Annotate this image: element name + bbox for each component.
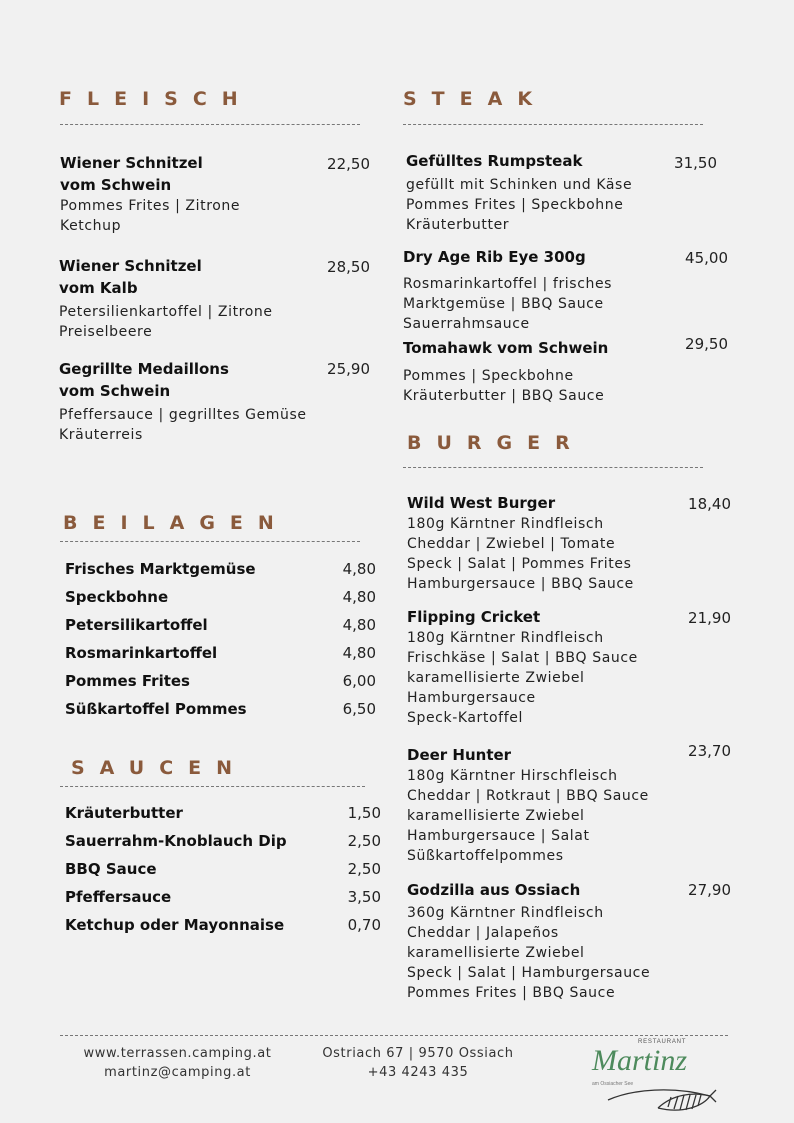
item-name: Gegrillte Medaillons vom Schwein — [59, 360, 229, 400]
item-price: 18,40 — [688, 495, 731, 513]
item-desc: Pfeffersauce | gegrilltes Gemüse Kräuterreis — [59, 407, 307, 443]
item-name: Wiener Schnitzel vom Schwein — [60, 154, 203, 194]
menu-item — [59, 358, 349, 445]
item-price: 21,90 — [688, 609, 731, 627]
menu-item — [407, 606, 677, 728]
section-title-burger: BURGER — [407, 432, 585, 454]
logo-tagline: am Ossiacher See — [592, 1081, 634, 1087]
beilage-price: 6,00 — [342, 672, 376, 690]
sauce-price: 3,50 — [347, 888, 381, 906]
item-name: Dry Age Rib Eye 300g — [403, 248, 586, 266]
item-price: 28,50 — [327, 258, 370, 276]
sauce-price: 2,50 — [347, 860, 381, 878]
section-divider — [403, 124, 703, 125]
logo-top-text: RESTAURANT — [638, 1039, 687, 1045]
restaurant-logo — [588, 1034, 718, 1116]
section-divider — [403, 467, 703, 468]
item-desc: Rosmarinkartoffel | frisches Marktgemüse | BBQ Sauce Sauerrahmsauce — [403, 276, 613, 332]
menu-item — [407, 492, 677, 594]
item-name: Deer Hunter — [407, 746, 512, 764]
beilage-price: 4,80 — [342, 616, 376, 634]
item-desc: 180g Kärntner Rindfleisch Cheddar | Zwiebel | Tomate Speck | Salat | Pommes Frites Hamburgersauce | BBQ Sauce — [407, 516, 634, 592]
footer-website[interactable]: www.terrassen.camping.at — [83, 1046, 272, 1061]
beilage-price: 4,80 — [342, 644, 376, 662]
menu-item — [406, 150, 676, 235]
item-price: 29,50 — [685, 335, 728, 353]
footer-phone: +43 4243 435 — [367, 1065, 469, 1080]
sauce-name: Ketchup oder Mayonnaise — [65, 916, 285, 934]
beilage-name: Rosmarinkartoffel — [65, 644, 218, 662]
item-name: Gefülltes Rumpsteak — [406, 152, 583, 170]
beilage-name: Petersilikartoffel — [65, 616, 208, 634]
sauce-name: Kräuterbutter — [65, 804, 183, 822]
menu-item — [403, 246, 673, 334]
item-price: 23,70 — [688, 742, 731, 760]
beilage-name: Frisches Marktgemüse — [65, 560, 256, 578]
item-name: Flipping Cricket — [407, 608, 541, 626]
item-price: 27,90 — [688, 881, 731, 899]
menu-item — [403, 337, 673, 406]
item-name: Godzilla aus Ossiach — [407, 881, 581, 899]
section-title-fleisch: FLEISCH — [59, 88, 253, 110]
fish-icon — [608, 1090, 716, 1110]
item-name: Wiener Schnitzel vom Kalb — [59, 257, 202, 297]
item-price: 22,50 — [327, 155, 370, 173]
item-desc: Petersilienkartoffel | Zitrone Preiselbeere — [59, 304, 273, 340]
beilage-price: 4,80 — [342, 588, 376, 606]
section-title-steak: STEAK — [403, 88, 548, 110]
section-title-saucen: SAUCEN — [71, 757, 248, 779]
item-price: 25,90 — [327, 360, 370, 378]
menu-item — [407, 744, 677, 866]
logo-name: Martinz — [592, 1044, 688, 1077]
sauce-name: Sauerrahm-Knoblauch Dip — [65, 832, 287, 850]
menu-item — [59, 255, 329, 342]
section-divider — [60, 124, 360, 125]
item-price: 45,00 — [685, 249, 728, 267]
beilage-name: Speckbohne — [65, 588, 169, 606]
sauce-name: Pfeffersauce — [65, 888, 172, 906]
item-desc: 180g Kärntner Hirschfleisch Cheddar | Rotkraut | BBQ Sauce karamellisierte Zwiebel Hamburgersauce | Salat Süßkartoffelpommes — [407, 768, 649, 864]
section-title-beilagen: BEILAGEN — [63, 512, 289, 534]
footer-email[interactable]: martinz@camping.at — [104, 1065, 251, 1080]
menu-item — [60, 152, 320, 236]
beilage-name: Süßkartoffel Pommes — [65, 700, 247, 718]
sauce-name: BBQ Sauce — [65, 860, 157, 878]
item-price: 31,50 — [674, 154, 717, 172]
sauce-price: 2,50 — [347, 832, 381, 850]
sauce-price: 1,50 — [347, 804, 381, 822]
item-desc: 360g Kärntner Rindfleisch Cheddar | Jalapeños karamellisierte Zwiebel Speck | Salat | Hamburgersauce Pommes Frites | BBQ Sauce — [407, 905, 651, 1001]
item-desc: Pommes | Speckbohne Kräuterbutter | BBQ Sauce — [403, 368, 605, 404]
section-divider — [60, 786, 365, 787]
item-desc: Pommes Frites | Zitrone Ketchup — [60, 198, 241, 234]
beilage-price: 4,80 — [342, 560, 376, 578]
item-desc: gefüllt mit Schinken und Käse Pommes Frites | Speckbohne Kräuterbutter — [406, 177, 633, 233]
beilage-price: 6,50 — [342, 700, 376, 718]
beilage-name: Pommes Frites — [65, 672, 190, 690]
sauce-price: 0,70 — [347, 916, 381, 934]
item-name: Wild West Burger — [407, 494, 556, 512]
footer-address: Ostriach 67 | 9570 Ossiach — [322, 1046, 514, 1061]
item-desc: 180g Kärntner Rindfleisch Frischkäse | Salat | BBQ Sauce karamellisierte Zwiebel Hamburgersauce Speck-Kartoffel — [407, 630, 638, 726]
item-name: Tomahawk vom Schwein — [403, 339, 609, 357]
menu-item — [407, 879, 687, 1003]
section-divider — [60, 541, 360, 542]
